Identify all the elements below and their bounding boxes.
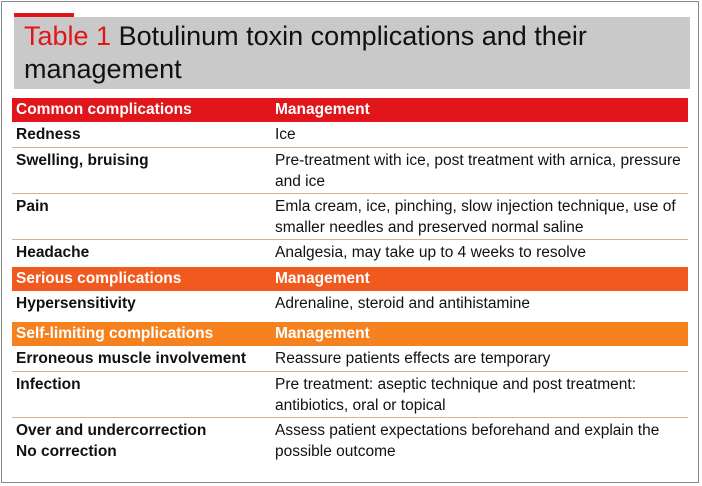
- table-row: [12, 372, 688, 418]
- complication-line: Over and undercorrection: [16, 422, 207, 439]
- table-row: [12, 418, 688, 464]
- complication-cell: [12, 420, 275, 464]
- complication-cell: Pain: [16, 198, 49, 215]
- header-management: Management: [275, 325, 370, 342]
- management-cell: Analgesia, may take up to 4 weeks to resolve: [275, 244, 587, 261]
- header-complications: Serious complications: [16, 270, 182, 287]
- section-header-common: [12, 98, 688, 122]
- complication-cell: Redness: [16, 126, 81, 143]
- table-title: [14, 17, 690, 89]
- complication-cell: Infection: [16, 376, 81, 393]
- management-cell: Pre treatment: aseptic technique and post treatment: antibiotics, oral or topical: [275, 376, 637, 414]
- management-cell: Emla cream, ice, pinching, slow injection technique, use of smaller needles and preserved normal saline: [275, 198, 676, 236]
- management-cell: Assess patient expectations beforehand and explain the possible outcome: [275, 422, 660, 460]
- complication-line: No correction: [16, 443, 117, 460]
- table-row: [12, 148, 688, 194]
- management-cell: Ice: [275, 126, 296, 143]
- header-complications: Self-limiting complications: [16, 325, 214, 342]
- table-row: [12, 291, 688, 322]
- complications-table: [12, 98, 688, 464]
- complication-cell: Hypersensitivity: [16, 295, 136, 312]
- table-row: [12, 194, 688, 240]
- header-management: Management: [275, 270, 370, 287]
- table-number: Table 1: [24, 21, 112, 51]
- management-cell: Pre-treatment with ice, post treatment with arnica, pressure and ice: [275, 152, 681, 190]
- table-title-text: Botulinum toxin complications and their management: [24, 21, 587, 84]
- section-header-self-limiting: [12, 322, 688, 346]
- management-cell: Reassure patients effects are temporary: [275, 350, 551, 367]
- table-row: [12, 346, 688, 372]
- table-row: [12, 122, 688, 148]
- complication-cell: Swelling, bruising: [16, 152, 149, 169]
- section-header-serious: [12, 267, 688, 291]
- header-complications: Common complications: [16, 101, 192, 118]
- management-cell: Adrenaline, steroid and antihistamine: [275, 295, 531, 312]
- header-management: Management: [275, 101, 370, 118]
- complication-cell: Erroneous muscle involvement: [16, 350, 246, 367]
- complication-cell: Headache: [16, 244, 90, 261]
- table-row: [12, 240, 688, 267]
